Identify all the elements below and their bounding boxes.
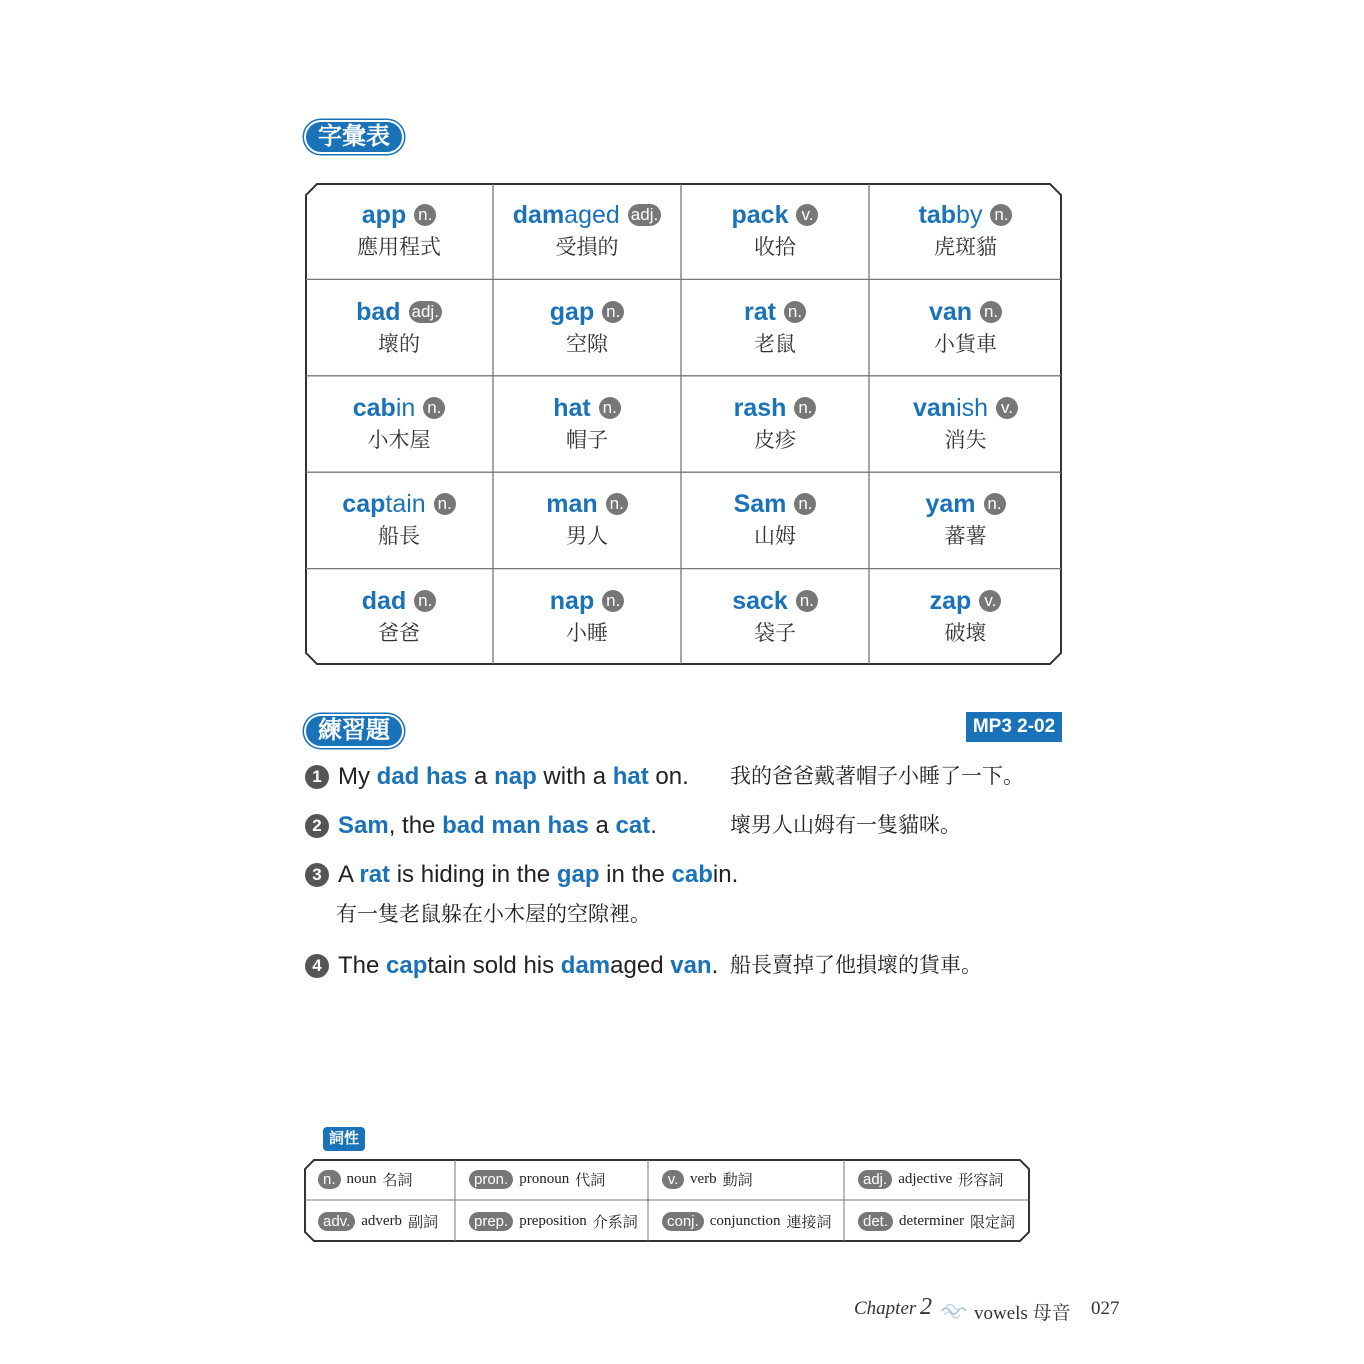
vocab-cell [681, 183, 869, 279]
part-of-speech-badge: n. [599, 397, 621, 419]
vocab-word-highlight: yam [925, 490, 976, 519]
sentence-text: . [711, 952, 719, 979]
sentence-text: , the [388, 812, 443, 839]
exercise-number: 1 [305, 765, 329, 789]
part-of-speech-badge: adj. [628, 204, 661, 226]
legend-entry [304, 1200, 455, 1242]
vocab-translation: 受損的 [555, 236, 619, 260]
sentence-text [419, 763, 426, 790]
legend-abbr-badge: det. [858, 1212, 893, 1231]
vocab-cell [869, 569, 1062, 665]
vocab-translation: 消失 [944, 428, 987, 452]
legend-abbr-badge: prep. [469, 1212, 513, 1231]
vocab-translation: 小木屋 [367, 428, 431, 452]
vocab-cell [869, 279, 1062, 375]
vocab-word-highlight: man [546, 490, 598, 519]
sentence-text: My [338, 763, 377, 790]
exercise-translation: 我的爸爸戴著帽子小睡了一下。 [730, 765, 1024, 788]
vocab-cell [493, 279, 681, 375]
keyword-highlight: dam [560, 952, 611, 979]
vocab-translation: 船長 [378, 525, 420, 549]
keyword-highlight: gap [556, 861, 600, 888]
vocab-translation: 蕃薯 [944, 525, 987, 549]
legend-chinese: 連接詞 [786, 1213, 832, 1231]
legend-grid [304, 1159, 1030, 1242]
vocab-word [342, 488, 455, 520]
legend-english: adverb [361, 1212, 403, 1229]
vocab-word [929, 296, 1002, 328]
sentence-text: tain sold his [427, 952, 561, 979]
vocab-word-rest: by [956, 201, 983, 230]
legend-table [304, 1159, 1030, 1242]
part-of-speech-badge: n. [602, 301, 624, 323]
legend-chinese: 代詞 [575, 1172, 606, 1189]
vocab-word [744, 296, 806, 328]
legend-chinese: 副詞 [408, 1213, 439, 1231]
vocab-word [362, 585, 436, 617]
mp3-track-label: MP3 2-02 [966, 712, 1062, 742]
legend-english: preposition [519, 1212, 587, 1229]
exercise-number: 4 [305, 954, 329, 978]
vocab-cell [305, 279, 493, 375]
exercise-sentence [305, 860, 738, 890]
legend-entry [455, 1200, 648, 1242]
exercise-translation: 壞男人山姆有一隻貓咪。 [730, 814, 961, 837]
legend-abbr-badge: adv. [318, 1212, 355, 1231]
exercise-translation: 船長賣掉了他損壞的貨車。 [730, 954, 982, 977]
vocab-translation: 虎斑貓 [934, 236, 997, 260]
part-of-speech-badge: n. [796, 590, 818, 612]
legend-english: verb [690, 1171, 717, 1187]
vocab-word-rest: ish [956, 393, 989, 422]
vocab-word [930, 585, 1002, 617]
vocab-word-highlight: nap [549, 586, 595, 615]
vocab-word-highlight: dam [512, 201, 565, 230]
legend-chinese: 限定詞 [970, 1213, 1016, 1231]
legend-chinese: 名詞 [382, 1172, 413, 1189]
vocab-cell [305, 472, 493, 568]
keyword-highlight: nap [494, 763, 537, 790]
vocab-word [734, 392, 817, 424]
legend-entry [455, 1159, 648, 1200]
legend-entry [648, 1200, 844, 1242]
legend-entry [304, 1159, 455, 1200]
vocab-word-highlight: van [912, 393, 957, 422]
vocab-cell [305, 183, 493, 279]
vocab-cell [305, 376, 493, 472]
keyword-highlight: rat [359, 861, 391, 888]
vocab-word [553, 392, 621, 424]
sentence-text: The [338, 952, 387, 979]
sentence-text: a [588, 812, 616, 839]
exercise-number: 3 [305, 863, 329, 887]
vocab-translation: 帽子 [566, 428, 608, 452]
vocab-cell [681, 376, 869, 472]
vocab-cell [681, 279, 869, 375]
vocab-word-rest: aged [564, 201, 620, 230]
sentence-text: . [650, 812, 657, 839]
keyword-highlight: hat [612, 763, 649, 790]
vocab-cell [493, 183, 681, 279]
keyword-highlight: bad [442, 812, 485, 839]
practice-title: 練習題 [306, 716, 402, 746]
part-of-speech-badge: n. [423, 397, 445, 419]
keyword-highlight: cap [386, 952, 428, 979]
legend-abbr-badge: pron. [469, 1170, 513, 1189]
vocab-cell [869, 472, 1062, 568]
vocab-word [356, 296, 442, 328]
vocab-cell [493, 472, 681, 568]
legend-abbr-badge: adj. [858, 1170, 892, 1189]
vocab-translation: 皮疹 [754, 428, 796, 452]
vocab-translation: 男人 [566, 525, 608, 549]
sentence-text: on. [648, 763, 689, 790]
sentence-text: in. [712, 861, 739, 888]
vocab-word-highlight: rash [733, 393, 787, 422]
vocab-cell [493, 376, 681, 472]
vocab-word-highlight: bad [356, 297, 401, 326]
legend-english: noun [346, 1171, 377, 1187]
keyword-highlight: van [670, 952, 712, 979]
vocab-word-highlight: dad [361, 586, 407, 615]
vocab-translation: 爸爸 [378, 621, 420, 645]
keyword-highlight: cab [671, 861, 713, 888]
part-of-speech-badge: n. [602, 590, 624, 612]
part-of-speech-badge: n. [414, 204, 436, 226]
vocab-cell [869, 183, 1062, 279]
part-of-speech-badge: n. [794, 397, 816, 419]
exercise-number: 2 [305, 814, 329, 838]
legend-english: pronoun [519, 1171, 570, 1187]
part-of-speech-badge: n. [784, 301, 806, 323]
vocab-word [353, 392, 446, 424]
part-of-speech-badge: v. [796, 204, 818, 226]
sentence-text: with a [536, 763, 613, 790]
vocab-cell [681, 472, 869, 568]
sentence-text: is hiding in the [390, 861, 557, 888]
sentence-text: a [467, 763, 495, 790]
exercise-translation: 有一隻老鼠躲在小木屋的空隙裡。 [336, 903, 651, 926]
legend-entry [844, 1200, 1030, 1242]
vocab-word-highlight: pack [731, 201, 789, 230]
chapter-topic: vowels 母音 [974, 1303, 1071, 1324]
legend-english: determiner [899, 1212, 964, 1229]
keyword-highlight: has [426, 763, 468, 790]
vocab-word [925, 488, 1005, 520]
part-of-speech-badge: adj. [409, 301, 442, 323]
sentence-text: aged [610, 952, 671, 979]
vocab-translation: 小睡 [566, 621, 608, 645]
wave-ornament-icon [940, 1302, 968, 1320]
vocab-cell [869, 376, 1062, 472]
vocab-word-highlight: cab [352, 393, 396, 422]
part-of-speech-badge: n. [990, 204, 1012, 226]
legend-title: 詞性 [323, 1127, 365, 1151]
vocab-word-highlight: gap [549, 297, 595, 326]
legend-english: conjunction [709, 1212, 781, 1229]
vocab-translation: 破壞 [944, 621, 987, 645]
vocab-word-highlight: zap [929, 586, 972, 615]
legend-chinese: 形容詞 [958, 1172, 1004, 1189]
legend-english: adjective [898, 1171, 953, 1187]
keyword-highlight: cat [615, 812, 651, 839]
vocab-word-highlight: app [361, 201, 407, 230]
vocab-word-highlight: hat [553, 393, 591, 422]
vocab-cell [681, 569, 869, 665]
legend-abbr-badge: conj. [662, 1212, 704, 1231]
vocab-translation: 老鼠 [754, 332, 796, 356]
vocab-word-highlight: Sam [733, 490, 787, 519]
sentence-text: in the [599, 861, 672, 888]
vocab-translation: 壞的 [378, 332, 420, 356]
vocab-word-highlight: cap [342, 490, 386, 519]
vocab-word [732, 199, 819, 231]
part-of-speech-badge: n. [606, 493, 628, 515]
part-of-speech-badge: n. [434, 493, 456, 515]
vocab-word-rest: tain [385, 490, 426, 519]
part-of-speech-badge: n. [794, 493, 816, 515]
legend-entry [844, 1159, 1030, 1200]
legend-entry [648, 1159, 844, 1200]
sentence-text: A [338, 861, 360, 888]
vocab-word [913, 392, 1018, 424]
keyword-highlight: has [547, 812, 589, 839]
vocab-word [734, 488, 817, 520]
legend-chinese: 動詞 [722, 1172, 753, 1189]
vocab-title: 字彙表 [306, 122, 402, 152]
chapter-number: 2 [920, 1294, 932, 1320]
vocab-word-highlight: sack [732, 586, 788, 615]
keyword-highlight: man [491, 812, 541, 839]
exercise-sentence [305, 951, 718, 981]
keyword-highlight: dad [376, 763, 420, 790]
vocab-translation: 收拾 [754, 236, 796, 260]
vocab-grid [305, 183, 1062, 665]
part-of-speech-badge: n. [414, 590, 436, 612]
vocab-word [550, 585, 624, 617]
vocab-translation: 山姆 [754, 525, 796, 549]
keyword-highlight: Sam [338, 812, 389, 839]
vocab-word [732, 585, 818, 617]
part-of-speech-badge: n. [984, 493, 1006, 515]
page-number: 027 [1091, 1298, 1120, 1319]
part-of-speech-badge: v. [996, 397, 1018, 419]
part-of-speech-badge: n. [980, 301, 1002, 323]
vocab-word-highlight: van [928, 297, 973, 326]
vocab-word-rest: in [395, 393, 416, 422]
vocab-word [362, 199, 436, 231]
vocab-translation: 空隙 [566, 332, 608, 356]
part-of-speech-badge: v. [979, 590, 1001, 612]
legend-abbr-badge: n. [318, 1170, 341, 1189]
vocab-word [546, 488, 627, 520]
vocab-translation: 小貨車 [934, 332, 997, 356]
legend-abbr-badge: v. [662, 1170, 684, 1189]
vocab-translation: 袋子 [754, 621, 796, 645]
vocab-word-highlight: tab [918, 201, 957, 230]
exercise-sentence [305, 811, 657, 841]
vocab-word [919, 199, 1013, 231]
chapter-label: Chapter [854, 1298, 917, 1319]
vocab-word [550, 296, 624, 328]
vocab-cell [305, 569, 493, 665]
vocab-cell [493, 569, 681, 665]
vocab-translation: 應用程式 [357, 236, 441, 260]
legend-chinese: 介系詞 [592, 1213, 638, 1231]
vocab-table [305, 183, 1062, 665]
vocab-word-highlight: rat [744, 297, 776, 326]
vocab-word [513, 199, 661, 231]
exercise-sentence [305, 762, 689, 792]
